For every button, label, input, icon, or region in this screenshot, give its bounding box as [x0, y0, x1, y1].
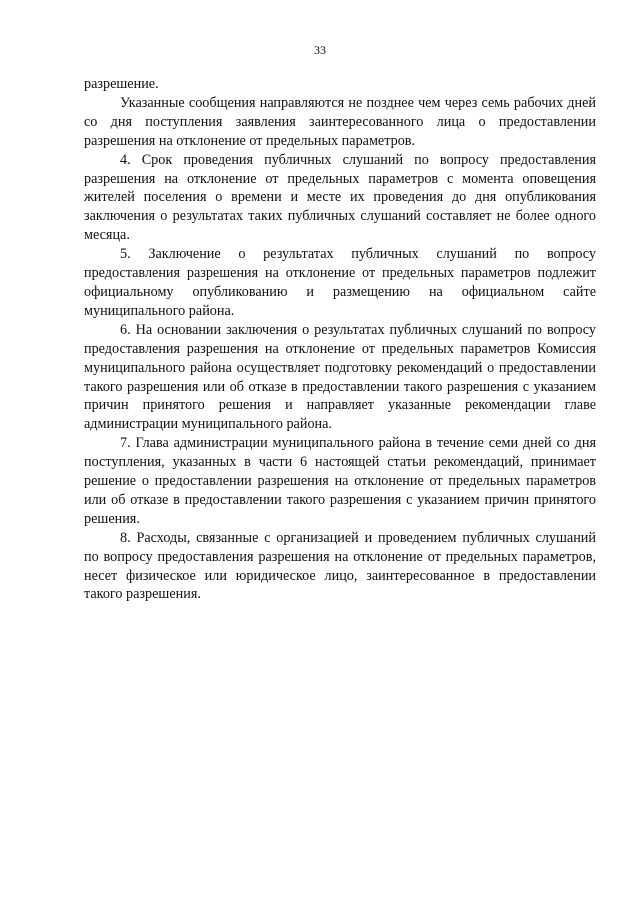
document-body — [84, 75, 596, 604]
paragraph-continuation: разрешение. — [84, 76, 159, 92]
paragraph-item-5: 5. Заключение о результатах публичных слушаний по вопросу предоставления разрешения на отклонение от предельных параметров подлежит официальному опубликованию и размещению на официальном сайте муниципального района. — [84, 246, 596, 319]
page-number: 33 — [314, 43, 326, 57]
paragraph-notification-deadline: Указанные сообщения направляются не позднее чем через семь рабочих дней со дня поступления заявления заинтересованного лица о предоставлении разрешения на отклонение от предельных параметров. — [84, 94, 596, 149]
paragraph-item-6: 6. На основании заключения о результатах публичных слушаний по вопросу предоставления разрешения на отклонение от предельных параметров Комиссия муниципального района осуществляет подготовку рекомендаций о предоставлении такого разрешения или об отказе в предоставлении такого разрешения с указанием причин принятого решения и направляет указанные рекомендации главе администрации муниципального района. — [84, 321, 596, 433]
paragraph-item-8: 8. Расходы, связанные с организацией и проведением публичных слушаний по вопросу предоставления разрешения на отклонение от предельных параметров, несет физическое или юридическое лицо, заинтересованное в предоставлении такого разрешения. — [84, 529, 596, 603]
paragraph-item-7: 7. Глава администрации муниципального района в течение семи дней со дня поступления, указанных в части 6 настоящей статьи рекомендаций, принимает решение о предоставлении разрешения на отклонение от предельных параметров или об отказе в предоставлении такого разрешения с указанием причин принятого решения. — [84, 435, 596, 527]
paragraph-item-4: 4. Срок проведения публичных слушаний по вопросу предоставления разрешения на отклонение от предельных параметров с момента оповещения жителей поселения о времени и месте их проведения до дня опубликования заключения о результатах таких публичных слушаний составляет не более одного месяца. — [84, 151, 596, 244]
